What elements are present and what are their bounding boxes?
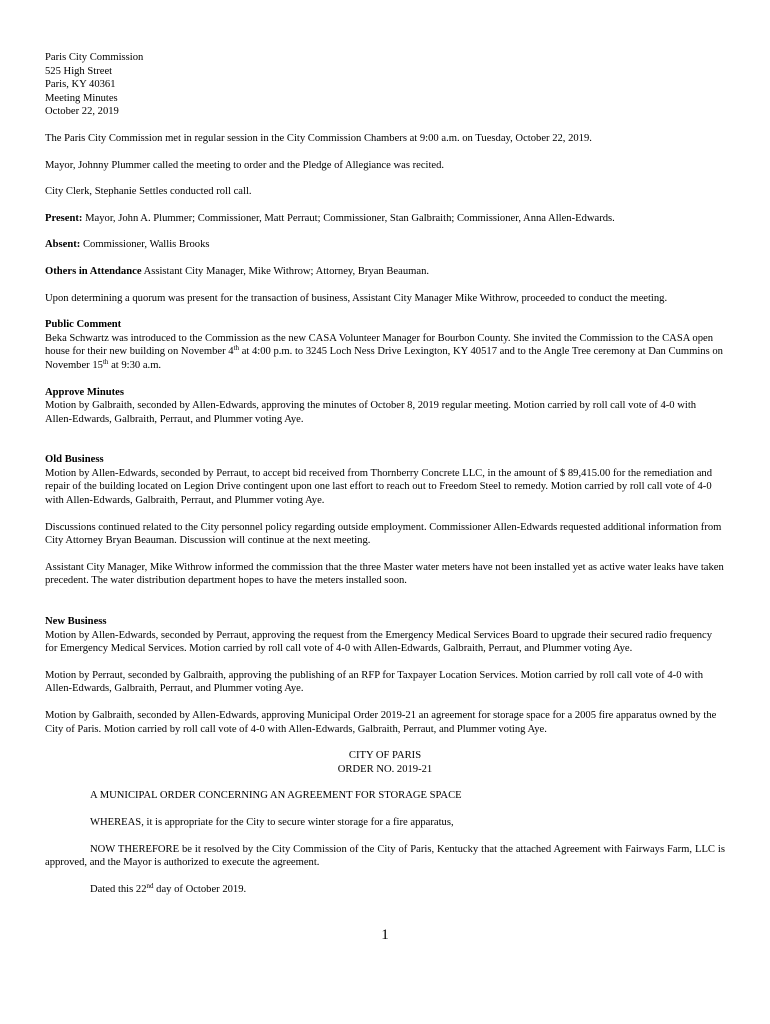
approve-minutes-title: Approve Minutes [45,386,124,398]
meeting-date: October 22, 2019 [45,106,119,118]
absent-text: Commissioner, Wallis Brooks [80,239,210,251]
new-business-title: New Business [45,616,107,628]
order-number: ORDER NO. 2019-21 [337,763,433,775]
call-to-order-paragraph: Mayor, Johnny Plummer called the meeting to order and the Pledge of Allegiance was recited. [45,159,445,171]
approve-minutes-text: Motion by Galbraith, seconded by Allen-Edwards, approving the minutes of October 8, 2019 regular meeting. Motion carried by roll call vote of 4-0 with Allen-Edwards, Galbraith, Perraut, and Plummer voting Aye. [45,400,697,425]
old-business-water-meters: Assistant City Manager, Mike Withrow informed the commission that the three Master water meters have not been installed yet as active water leaks have taken precedent. The water distribution department hopes to have the meters installed soon. [45,561,724,587]
ordinal-suffix: nd [146,881,154,890]
order-heading: A MUNICIPAL ORDER CONCERNING AN AGREEMENT FOR STORAGE SPACE [90,790,462,802]
order-whereas: WHEREAS, it is appropriate for the City to secure winter storage for a fire apparatus, [90,816,454,828]
ordinal-suffix: th [233,344,240,353]
new-business-motion-1: Motion by Allen-Edwards, seconded by Perraut, approving the request from the Emergency Medical Services Board to upgrade their secured radio frequency for Emergency Medical Services. Motion carried by roll call vote of 4-0 with Allen-Edwards, Galbraith, Perraut, and Plummer voting Aye. [45,629,712,655]
roll-call-paragraph: City Clerk, Stephanie Settles conducted roll call. [45,186,252,198]
approve-minutes-section [45,386,725,427]
document-type: Meeting Minutes [45,92,118,104]
order-dated-text-2: day of October 2019. [153,883,247,895]
absent-label: Absent: [45,239,81,251]
quorum-paragraph: Upon determining a quorum was present for the transaction of business, Assistant City Manager Mike Withrow, proceeded to conduct the meeting. [45,292,668,304]
others-label: Others in Attendance [45,265,142,277]
absent-paragraph [45,238,725,252]
minutes-body [45,51,725,896]
new-business-motion-3: Motion by Galbraith, seconded by Allen-Edwards, approving Municipal Order 2019-21 an agreement for storage space for a 2005 fire apparatus owned by the City of Paris. Motion carried by roll call vote of 4-0 with Allen-Edwards, Galbraith, Perraut, and Plummer voting Aye. [45,710,717,735]
public-comment-text [45,332,725,373]
order-dated [45,883,725,897]
letterhead [45,51,725,119]
order-city: CITY OF PARIS [348,750,422,762]
public-comment-text-1: Beka Schwartz was introduced to the Commission as the new CASA Volunteer Manager for Bourbon County. She invited the Commission to the CASA open house for their new building on November 4 [45,332,714,358]
old-business-motion: Motion by Allen-Edwards, seconded by Perraut, to accept bid received from Thornberry Concrete LLC, in the amount of $ 89,415.00 for the remediation and repair of the building located on Legion Drive contingent upon one last effort to reach out to Freedom Steel to remedy. Motion carried by roll call vote of 4-0 with Allen-Edwards, Galbraith, Perraut, and Plummer voting Aye. [45,467,713,507]
public-comment-text-3: at 9:30 a.m. [108,359,162,371]
old-business-section [45,453,725,588]
present-label: Present: [45,212,83,224]
ordinal-suffix: th [102,357,109,366]
street-address: 525 High Street [45,65,113,77]
page-number: 1 [381,927,389,943]
public-comment-text-2: at 4:00 p.m. to 3245 Loch Ness Drive Lexington, KY 40517 and to the Angle Tree ceremony at Dan Cummins on November 15 [45,346,723,371]
present-text: Mayor, John A. Plummer; Commissioner, Matt Perraut; Commissioner, Stan Galbraith; Commissioner, Anna Allen-Edwards. [82,212,615,224]
old-business-title: Old Business [45,454,104,466]
org-name: Paris City Commission [45,52,144,63]
old-business-discussion: Discussions continued related to the City personnel policy regarding outside employment. Commissioner Allen-Edwards requested additional information from City Attorney Bryan Beauman. Discussion will continue at the next meeting. [45,521,722,547]
new-business-motion-2: Motion by Perraut, seconded by Galbraith, approving the publishing of an RFP for Taxpayer Location Services. Motion carried by roll call vote of 4-0 with Allen-Edwards, Galbraith, Perraut, and Plummer voting Aye. [45,669,703,695]
city-state-zip: Paris, KY 40361 [45,79,116,91]
municipal-order [45,749,725,896]
public-comment-section [45,318,725,372]
session-paragraph: The Paris City Commission met in regular session in the City Commission Chambers at 9:00 a.m. on Tuesday, October 22, 2019. [45,132,592,144]
others-paragraph [45,265,725,279]
others-text: Assistant City Manager, Mike Withrow; Attorney, Bryan Beauman. [141,265,430,277]
new-business-section [45,615,725,736]
present-paragraph [45,212,725,226]
public-comment-title: Public Comment [45,319,122,331]
order-dated-text-1: Dated this 22 [90,883,147,895]
order-resolved: NOW THEREFORE be it resolved by the City Commission of the City of Paris, Kentucky that the attached Agreement with Fairways Farm, LLC is approved, and the Mayor is authorized to execute the agreement. [45,843,725,869]
